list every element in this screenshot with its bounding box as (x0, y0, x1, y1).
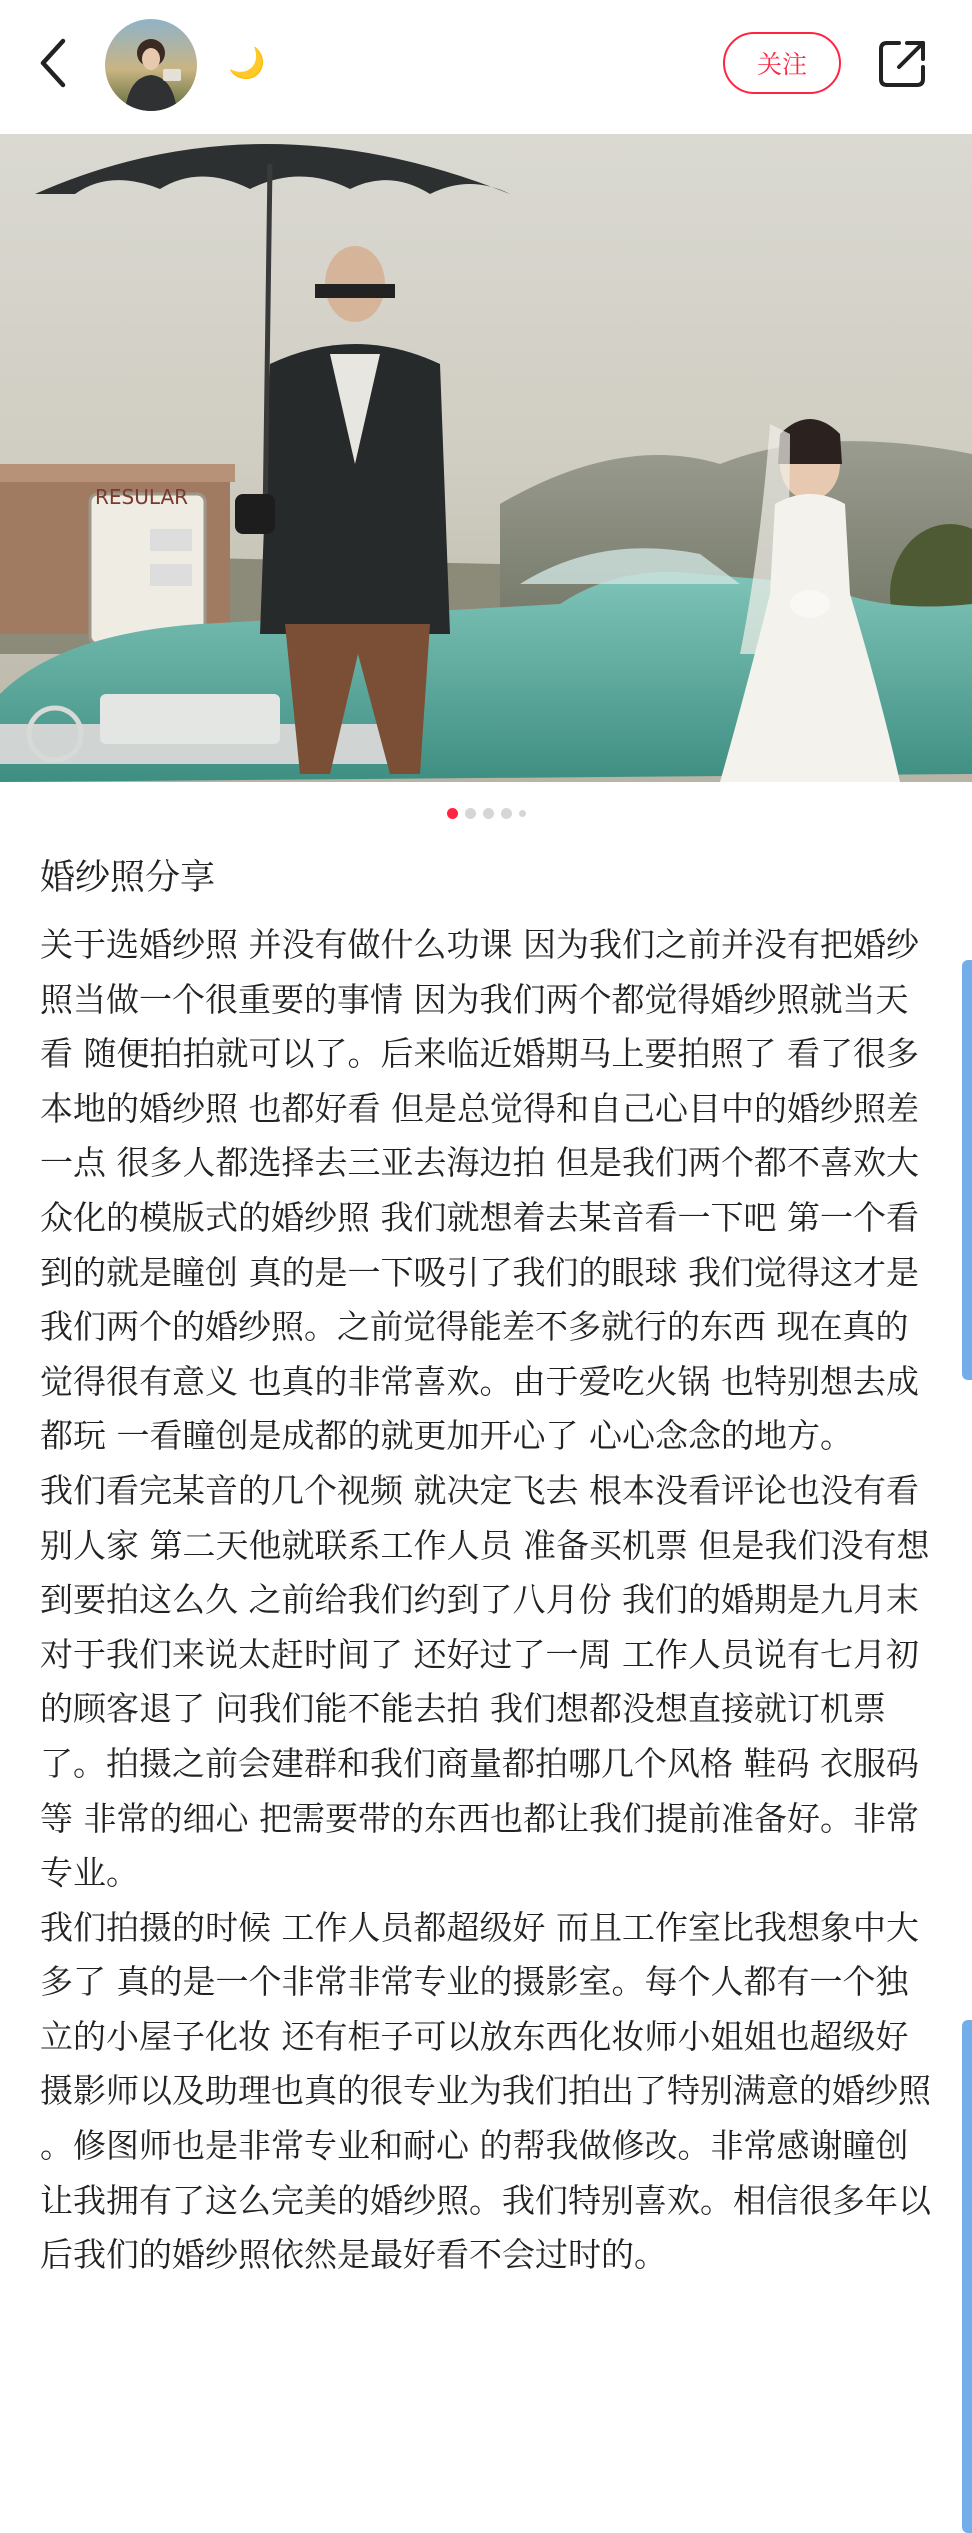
carousel-dot-active (447, 808, 458, 819)
user-avatar-icon (105, 19, 197, 111)
carousel-dot (483, 808, 494, 819)
wedding-photo (0, 134, 972, 782)
scroll-indicator[interactable] (962, 960, 972, 1380)
chevron-left-icon (38, 37, 68, 89)
note-title: 婚纱照分享 (40, 858, 216, 898)
svg-text:RESULAR: RESULAR (95, 485, 189, 509)
share-icon (877, 37, 929, 89)
follow-button[interactable] (723, 32, 841, 94)
note-body: 关于选婚纱照 并没有做什么功课 因为我们之前并没有把婚纱照当做一个很重要的事情 因为我们两个都觉得婚纱照就当天看 随便拍拍就可以了。后来临近婚期马上要拍照了 看了很多本地的婚纱照 也都好看 但是总觉得和自己心目中的婚纱照差一点 很多人都选择去三亚去海边拍 但是我们两个都不喜欢大众化的模版式的婚纱照 我们就想着去某音看一下吧 第一个看到的就是瞳创 真的是一下吸引了我们的眼球 我们觉得这才是我们两个的婚纱照。之前觉得能差不多就行的东西 现在真的觉得很有意义 也真的非常喜欢。由于爱吃火锅 也特别想去成都玩 一看瞳创是成都的就更加开心了 心心念念的地方。 我们看完某音的几个视频 就决定飞去 根本没看评论也没有看别人家 第二天他就联系工作人员 准备买机票 但是我们没有想到要拍这么久 之前给我们约到了八月份 我们的婚期是九月末 对于我们来说太赶时间了 还好过了一周 工作人员说有七月初的顾客退了 问我们能不能去拍 我们想都没想直接就订机票了。拍摄之前会建群和我们商量都拍哪几个风格 鞋码 衣服码等 非常的细心 把需要带的东西也都让我们提前准备好。非常专业。 我们拍摄的时候 工作人员都超级好 而且工作室比我想象中大多了 真的是一个非常非常专业的摄影室。每个人都有一个独立的小屋子化妆 还有柜子可以放东西化妆师小姐姐也超级好 摄影师以及助理也真的很专业为我们拍出了特别满意的婚纱照 。修图师也是非常专业和耐心 的帮我做修改。非常感谢瞳创 让我拥有了这么完美的婚纱照。我们特别喜欢。相信很多年以后我们的婚纱照依然是最好看不会过时的。 (40, 925, 931, 2275)
carousel-dot (465, 808, 476, 819)
share-button[interactable] (872, 32, 934, 94)
carousel-dot (501, 808, 512, 819)
top-nav-bar (0, 0, 972, 134)
carousel-dot (519, 810, 526, 817)
carousel-indicator (0, 806, 972, 820)
status-emoji: 🌙 (228, 45, 266, 81)
back-button[interactable] (30, 32, 76, 94)
follow-button-label: 关注 (756, 50, 807, 79)
note-photo-carousel[interactable] (0, 134, 972, 782)
author-avatar[interactable] (105, 19, 197, 111)
scroll-indicator[interactable] (962, 2020, 972, 2533)
